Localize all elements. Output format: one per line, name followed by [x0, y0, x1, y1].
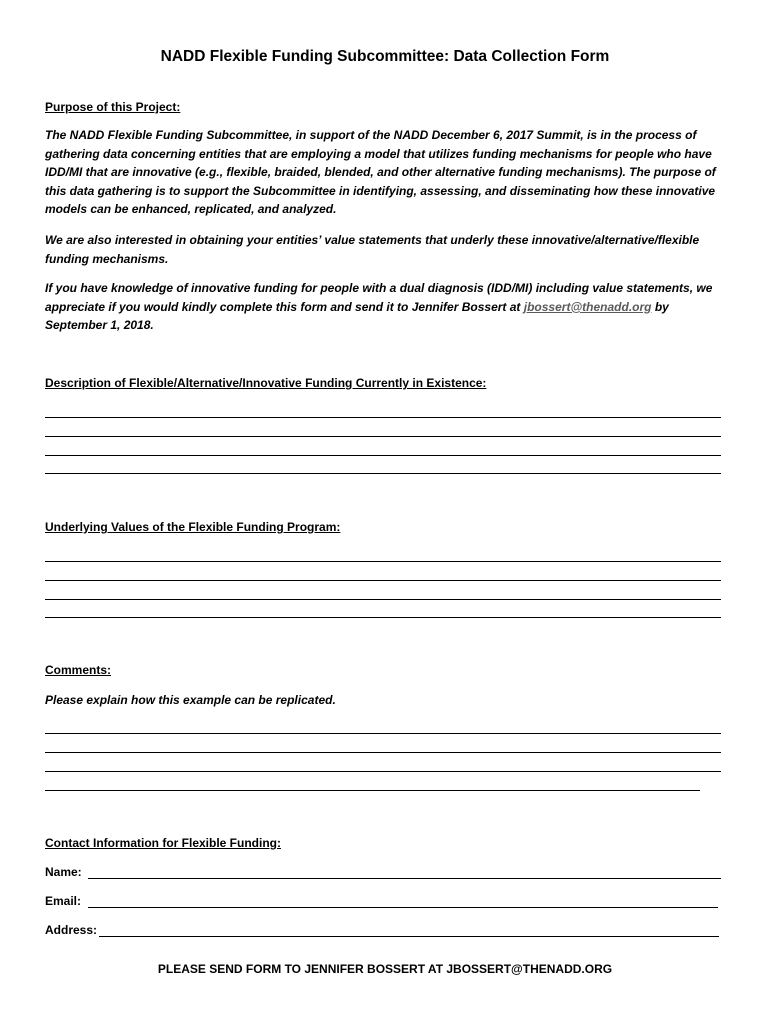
description-answer-line-4[interactable] — [45, 473, 721, 474]
description-answer-line-3[interactable] — [45, 455, 721, 456]
description-answer-line-1[interactable] — [45, 417, 721, 418]
values-answer-line-4[interactable] — [45, 617, 721, 618]
comments-answer-line-2[interactable] — [45, 752, 721, 753]
purpose-paragraph-3-deadline: by September 1, 2018. — [45, 299, 669, 333]
comments-heading: Comments: — [45, 663, 112, 677]
contact-heading: Contact Information for Flexible Funding: — [45, 836, 281, 850]
comments-answer-line-1[interactable] — [45, 733, 721, 734]
comments-answer-line-3[interactable] — [45, 771, 721, 772]
email-field[interactable] — [88, 907, 718, 908]
name-field[interactable] — [88, 878, 721, 879]
purpose-paragraph-1: The NADD Flexible Funding Subcommittee, in support of the NADD December 6, 2017 Summit, is in the process of gathering data concerning entities that are employing a model that utilizes funding mechanisms for people who have IDD/MI that are innovative (e.g., flexible, braided, blended, and other alternative funding mechanisms). The purpose of this data gathering is to support the Subcommittee in identifying, assessing, and disseminating how these innovative models can be enhanced, replicated, and analyzed. — [45, 128, 716, 217]
purpose-paragraph-3 — [45, 279, 730, 335]
values-heading: Underlying Values of the Flexible Funding Program: — [45, 520, 341, 534]
purpose-paragraph-3-text: If you have knowledge of innovative funding for people with a dual diagnosis (IDD/MI) including value statements, we appreciate if you would kindly complete this form and send it to Jennifer Bossert at — [45, 281, 713, 314]
values-answer-line-2[interactable] — [45, 580, 721, 581]
email-link[interactable]: jbossert@thenadd.org — [523, 299, 652, 314]
name-label: Name: — [45, 865, 82, 879]
values-answer-line-3[interactable] — [45, 599, 721, 600]
comments-answer-line-4[interactable] — [45, 790, 700, 791]
values-answer-line-1[interactable] — [45, 561, 721, 562]
address-field[interactable] — [99, 936, 719, 937]
address-label: Address: — [45, 923, 98, 937]
description-heading: Description of Flexible/Alternative/Innovative Funding Currently in Existence: — [45, 376, 487, 390]
page-title: NADD Flexible Funding Subcommittee: Data Collection Form — [160, 48, 610, 65]
purpose-paragraph-2: We are also interested in obtaining your entities’ value statements that underly these innovative/alternative/flexible funding mechanisms. — [45, 233, 700, 266]
email-label: Email: — [45, 894, 82, 908]
comments-prompt: Please explain how this example can be replicated. — [45, 693, 336, 707]
description-answer-line-2[interactable] — [45, 436, 721, 437]
purpose-heading: Purpose of this Project: — [45, 100, 181, 114]
footer-instruction: PLEASE SEND FORM TO JENNIFER BOSSERT AT JBOSSERT@THENADD.ORG — [157, 962, 613, 976]
